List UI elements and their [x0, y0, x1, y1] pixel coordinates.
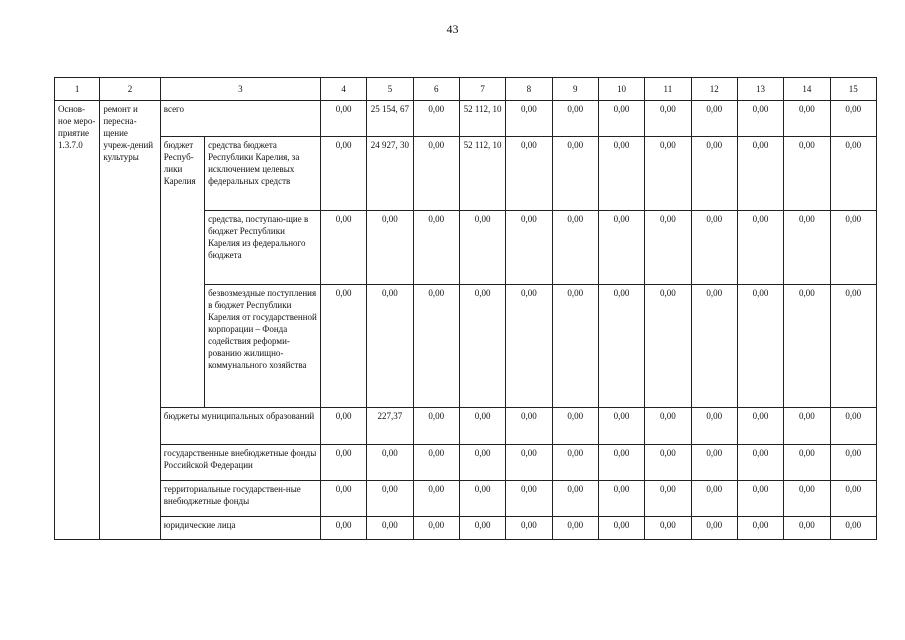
value-cell: 0,00 — [830, 285, 876, 408]
value-cell: 0,00 — [506, 285, 552, 408]
value-cell: 0,00 — [784, 517, 830, 540]
source-label: территориальные государствен-ные внебюджетные фонды — [160, 481, 320, 517]
value-cell: 0,00 — [459, 408, 505, 445]
value-cell: 0,00 — [691, 137, 737, 211]
value-cell: 0,00 — [830, 445, 876, 481]
value-cell: 0,00 — [552, 211, 598, 285]
header-cell: 6 — [413, 78, 459, 101]
value-cell: 0,00 — [691, 408, 737, 445]
value-cell: 0,00 — [320, 517, 366, 540]
measure-cell: Основ-ное меро-приятие 1.3.7.0 — [55, 101, 100, 540]
source-label: юридические лица — [160, 517, 320, 540]
value-cell: 0,00 — [552, 445, 598, 481]
value-cell: 0,00 — [830, 481, 876, 517]
value-cell: 0,00 — [506, 211, 552, 285]
header-cell: 13 — [737, 78, 783, 101]
header-cell: 12 — [691, 78, 737, 101]
value-cell: 0,00 — [367, 445, 413, 481]
value-cell: 0,00 — [830, 408, 876, 445]
value-cell: 0,00 — [830, 211, 876, 285]
value-cell: 0,00 — [598, 101, 644, 137]
header-cell: 14 — [784, 78, 830, 101]
value-cell: 0,00 — [552, 408, 598, 445]
header-cell: 3 — [160, 78, 320, 101]
value-cell: 0,00 — [645, 408, 691, 445]
value-cell: 0,00 — [784, 137, 830, 211]
value-cell: 0,00 — [737, 517, 783, 540]
value-cell: 0,00 — [413, 481, 459, 517]
value-cell: 0,00 — [459, 481, 505, 517]
value-cell: 0,00 — [598, 445, 644, 481]
value-cell: 0,00 — [413, 211, 459, 285]
table-row — [55, 101, 877, 137]
value-cell: 0,00 — [645, 481, 691, 517]
value-cell: 0,00 — [413, 137, 459, 211]
table-row — [55, 445, 877, 481]
header-cell: 5 — [367, 78, 413, 101]
description-cell: ремонт и пересна-щение учреж-дений культуры — [100, 101, 160, 540]
value-cell: 0,00 — [552, 137, 598, 211]
value-cell: 0,00 — [737, 445, 783, 481]
value-cell: 0,00 — [598, 211, 644, 285]
value-cell: 0,00 — [506, 408, 552, 445]
header-cell: 1 — [55, 78, 100, 101]
value-cell: 0,00 — [737, 211, 783, 285]
table-row — [55, 481, 877, 517]
value-cell: 0,00 — [784, 445, 830, 481]
value-cell: 0,00 — [552, 481, 598, 517]
header-cell: 11 — [645, 78, 691, 101]
value-cell: 0,00 — [552, 101, 598, 137]
value-cell: 0,00 — [459, 211, 505, 285]
value-cell: 0,00 — [645, 137, 691, 211]
value-cell: 0,00 — [598, 408, 644, 445]
value-cell: 0,00 — [691, 517, 737, 540]
value-cell: 0,00 — [367, 211, 413, 285]
value-cell: 0,00 — [320, 481, 366, 517]
value-cell: 0,00 — [459, 517, 505, 540]
value-cell: 0,00 — [784, 101, 830, 137]
header-cell: 9 — [552, 78, 598, 101]
value-cell: 0,00 — [830, 137, 876, 211]
value-cell: 0,00 — [506, 101, 552, 137]
source-label: всего — [160, 101, 320, 137]
value-cell: 0,00 — [506, 445, 552, 481]
header-cell: 2 — [100, 78, 160, 101]
value-cell: 0,00 — [413, 408, 459, 445]
budget-table — [54, 77, 877, 540]
value-cell: 0,00 — [784, 481, 830, 517]
value-cell: 0,00 — [367, 517, 413, 540]
value-cell: 0,00 — [320, 445, 366, 481]
header-cell: 8 — [506, 78, 552, 101]
source-label: государственные внебюджетные фонды Российской Федерации — [160, 445, 320, 481]
header-cell: 4 — [320, 78, 366, 101]
header-cell: 10 — [598, 78, 644, 101]
value-cell: 0,00 — [737, 481, 783, 517]
value-cell: 0,00 — [645, 101, 691, 137]
value-cell: 0,00 — [506, 517, 552, 540]
value-cell: 0,00 — [598, 285, 644, 408]
value-cell: 0,00 — [552, 517, 598, 540]
value-cell: 0,00 — [320, 137, 366, 211]
value-cell: 0,00 — [413, 285, 459, 408]
source-label: средства бюджета Республики Карелия, за исключением целевых федеральных средств — [205, 137, 321, 211]
value-cell: 0,00 — [367, 481, 413, 517]
header-row — [55, 78, 877, 101]
value-cell: 0,00 — [320, 101, 366, 137]
value-cell: 25 154, 67 — [367, 101, 413, 137]
table-row — [55, 517, 877, 540]
value-cell: 0,00 — [367, 285, 413, 408]
value-cell: 0,00 — [320, 408, 366, 445]
value-cell: 0,00 — [413, 101, 459, 137]
source-label: бюджеты муниципальных образований — [160, 408, 320, 445]
source-label: безвозмездные поступления в бюджет Республики Карелия от государственной корпорации – Фонда содействия реформи-рованию жилищно-коммунального хозяйства — [205, 285, 321, 408]
value-cell: 0,00 — [784, 408, 830, 445]
value-cell: 24 927, 30 — [367, 137, 413, 211]
value-cell: 0,00 — [598, 481, 644, 517]
value-cell: 0,00 — [784, 211, 830, 285]
header-cell: 7 — [459, 78, 505, 101]
value-cell: 52 112, 10 — [459, 137, 505, 211]
value-cell: 0,00 — [459, 285, 505, 408]
value-cell: 0,00 — [737, 408, 783, 445]
value-cell: 0,00 — [691, 101, 737, 137]
value-cell: 0,00 — [784, 285, 830, 408]
value-cell: 0,00 — [691, 285, 737, 408]
page-number: 43 — [446, 22, 459, 36]
value-cell: 0,00 — [645, 211, 691, 285]
budget-group-cell: бюджет Респуб-лики Карелия — [160, 137, 204, 408]
source-label: средства, поступаю-щие в бюджет Республики Карелия из федерального бюджета — [205, 211, 321, 285]
value-cell: 227,37 — [367, 408, 413, 445]
value-cell: 0,00 — [691, 481, 737, 517]
value-cell: 0,00 — [552, 285, 598, 408]
value-cell: 0,00 — [691, 445, 737, 481]
value-cell: 0,00 — [830, 517, 876, 540]
value-cell: 0,00 — [413, 517, 459, 540]
value-cell: 0,00 — [506, 137, 552, 211]
value-cell: 0,00 — [320, 285, 366, 408]
value-cell: 0,00 — [737, 101, 783, 137]
value-cell: 0,00 — [645, 285, 691, 408]
value-cell: 0,00 — [506, 481, 552, 517]
value-cell: 0,00 — [598, 137, 644, 211]
value-cell: 0,00 — [459, 445, 505, 481]
value-cell: 0,00 — [691, 211, 737, 285]
table-row — [55, 408, 877, 445]
value-cell: 0,00 — [830, 101, 876, 137]
value-cell: 0,00 — [413, 445, 459, 481]
value-cell: 0,00 — [645, 517, 691, 540]
value-cell: 0,00 — [320, 211, 366, 285]
value-cell: 0,00 — [598, 517, 644, 540]
header-cell: 15 — [830, 78, 876, 101]
value-cell: 0,00 — [737, 285, 783, 408]
value-cell: 0,00 — [737, 137, 783, 211]
value-cell: 0,00 — [645, 445, 691, 481]
value-cell: 52 112, 10 — [459, 101, 505, 137]
table-row — [55, 137, 877, 211]
